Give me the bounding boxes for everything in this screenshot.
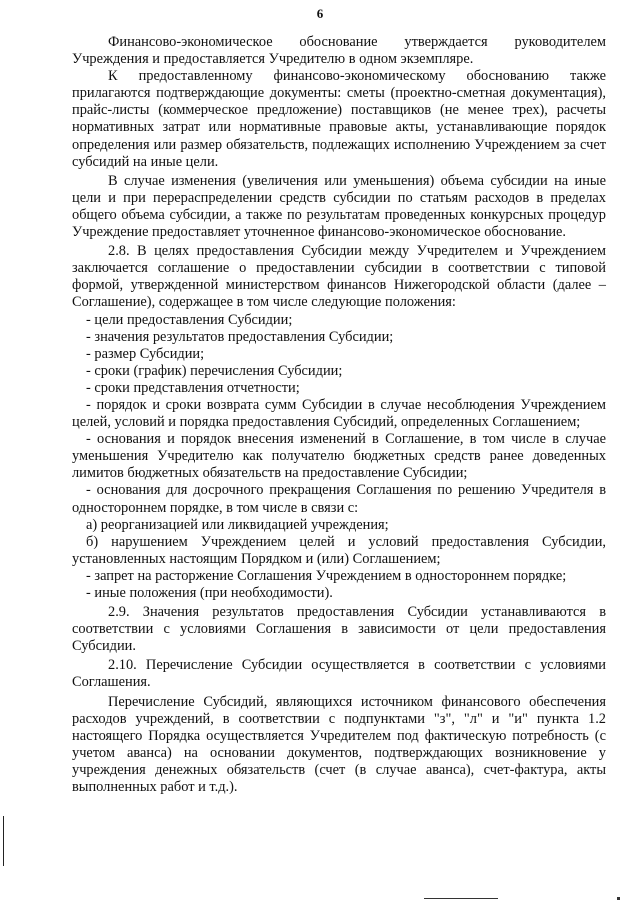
list-item: - основания для досрочного прекращения Соглашения по решению Учредителя в одностороннем порядке, в том числе в связи с: <box>72 482 606 516</box>
page-number: 6 <box>316 6 324 21</box>
paragraph-2-9: 2.9. Значения результатов предоставления Субсидии устанавливаются в соответствии с условиями Соглашения в зависимости от цели предоставления Субсидии. <box>72 604 606 655</box>
list-item: - размер Субсидии; <box>86 345 205 362</box>
list-item: - сроки (график) перечисления Субсидии; <box>86 362 343 379</box>
list-item: - запрет на расторжение Соглашения Учреждением в одностороннем порядке; <box>86 567 567 584</box>
list-item: - основания и порядок внесения изменений в Соглашение, в том числе в случае уменьшения Учредителю как получателю бюджетных средств ранее доведенных лимитов бюджетных обязательств на предоставление Субсидии; <box>72 431 606 482</box>
list-item: - порядок и сроки возврата сумм Субсидии в случае несоблюдения Учреждением целей, условий и порядка предоставления Субсидий, определенных Соглашением; <box>72 396 606 431</box>
scan-mark <box>617 897 620 900</box>
paragraph-supporting-documents: К предоставленному финансово-экономическому обоснованию также прилагаются подтверждающие документы: сметы (проектно-сметная документация), прайс-листы (коммерческое предложение) поставщиков (не менее трех), расчеты нормативных затрат или нормативные правовые акты, устанавливающие порядок определения или размер обязательств, подлежащих исполнению Учреждением за счет субсидий на иные цели. <box>72 68 606 170</box>
paragraph-subsidy-transfer: Перечисление Субсидий, являющихся источником финансового обеспечения расходов учреждений, в соответствии с подпунктами "з", "л" и "и" пункта 1.2 настоящего Порядка осуществляется Учредителем под фактическую потребность (с учетом аванса) на основании документов, подтверждающих возникновение у учреждения денежных обязательств (счет (в случае аванса), счет-фактура, акты выполненных работ и т.д.). <box>72 693 606 796</box>
scan-edge-line <box>3 816 4 866</box>
list-item: - цели предоставления Субсидии; <box>86 311 293 328</box>
list-item: а) реорганизацией или ликвидацией учреждения; <box>86 516 389 533</box>
list-item: - значения результатов предоставления Субсидии; <box>86 328 394 345</box>
list-item: б) нарушением Учреждением целей и условий предоставления Субсидии, установленных настоящим Порядком и (или) Соглашением; <box>72 533 606 567</box>
list-item: - сроки представления отчетности; <box>86 379 300 396</box>
paragraph-fin-justification-approval: Финансово-экономическое обоснование утверждается руководителем Учреждения и предоставляется Учредителю в одном экземпляре. <box>72 34 606 68</box>
paragraph-2-8: 2.8. В целях предоставления Субсидии между Учредителем и Учреждением заключается соглашение о предоставлении субсидии в соответствии с типовой формой, утвержденной министерством финансов Нижегородской области (далее – Соглашение), содержащее в том числе следующие положения: <box>72 243 606 311</box>
paragraph-subsidy-change: В случае изменения (увеличения или уменьшения) объема субсидии на иные цели и при перераспределении средств субсидии по статьям расходов в пределах общего объема субсидии, а также по результатам проведенных конкурсных процедур Учреждение предоставляет уточненное финансово-экономическое обоснование. <box>72 172 606 241</box>
footer-rule <box>424 898 498 899</box>
paragraph-2-10: 2.10. Перечисление Субсидии осуществляется в соответствии с условиями Соглашения. <box>72 657 606 691</box>
list-item: - иные положения (при необходимости). <box>86 585 333 601</box>
document-body <box>72 34 606 796</box>
